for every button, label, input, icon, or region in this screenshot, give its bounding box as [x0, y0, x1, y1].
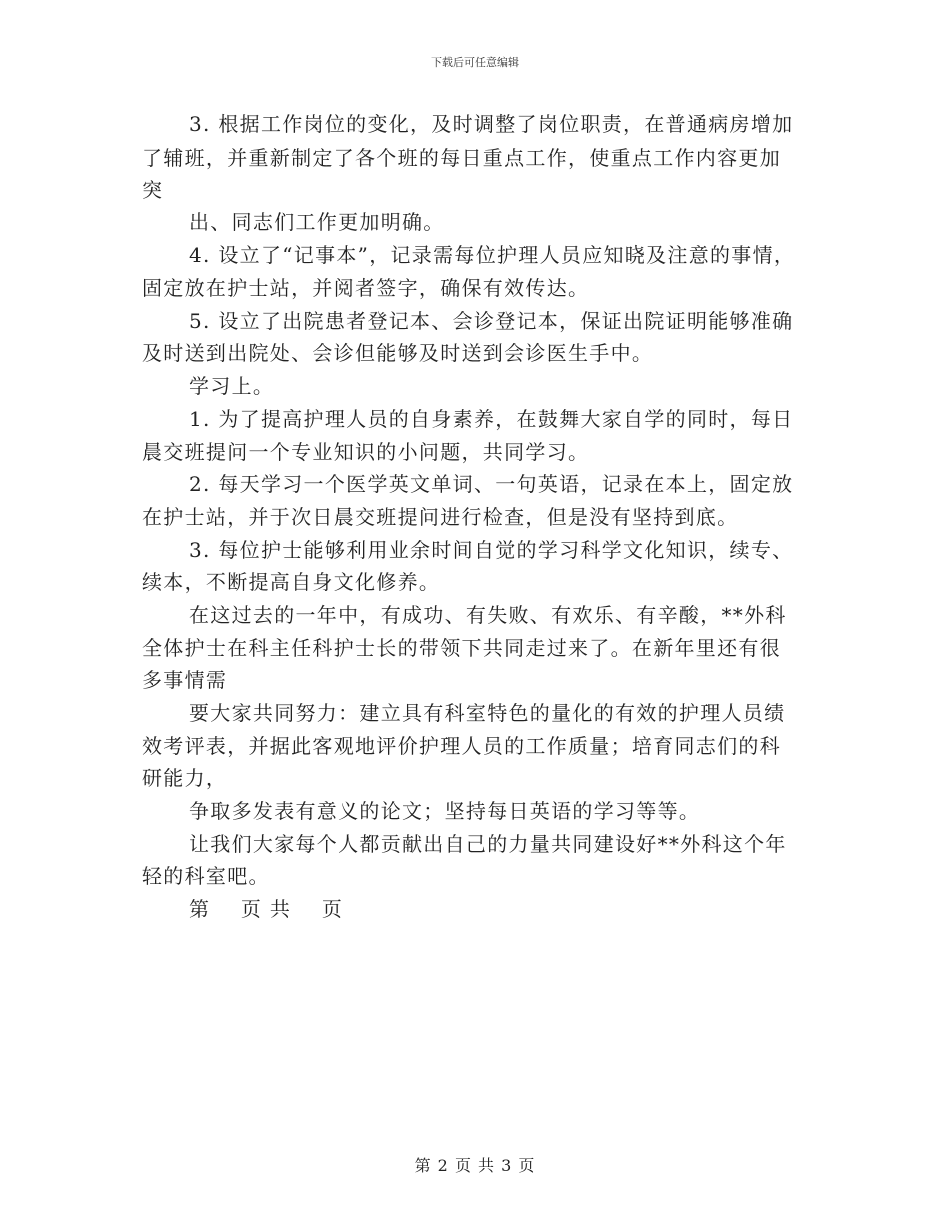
- page-number-footer: 第 2 页 共 3 页: [414, 1156, 536, 1175]
- body-line: 出、同志们工作更加明确。: [189, 210, 445, 234]
- body-line: 5. 设立了出院患者登记本、会诊登记本，保证出院证明能够准确: [189, 309, 794, 333]
- body-line: 让我们大家每个人都贡献出自己的力量共同建设好**外科这个年: [189, 832, 787, 856]
- body-line: 及时送到出院处、会诊但能够及时送到会诊医生手中。: [142, 341, 654, 365]
- body-line: 固定放在护士站，并阅者签字，确保有效传达。: [142, 276, 590, 300]
- body-line: 晨交班提问一个专业知识的小问题，共同学习。: [142, 440, 590, 464]
- body-line: 轻的科室吧。: [142, 864, 270, 888]
- body-line: 3. 每位护士能够利用业余时间自觉的学习科学文化知识，续专、: [189, 538, 794, 562]
- body-line: 1. 为了提高护理人员的自身素养，在鼓舞大家自学的同时，每日: [189, 407, 794, 431]
- body-line: 4. 设立了“记事本”，记录需每位护理人员应知晓及注意的事情，: [189, 243, 796, 267]
- body-line: 在护士站，并于次日晨交班提问进行检查，但是没有坚持到底。: [142, 505, 739, 529]
- body-line: 了辅班，并重新制定了各个班的每日重点工作，使重点工作内容更加: [142, 146, 781, 170]
- body-line: 要大家共同努力：建立具有科室特色的量化的有效的护理人员绩: [189, 701, 786, 725]
- body-line: 争取多发表有意义的论文；坚持每日英语的学习等等。: [189, 799, 701, 823]
- body-line: 突: [142, 178, 164, 202]
- body-line: 研能力，: [142, 766, 228, 790]
- body-line: 多事情需: [142, 668, 228, 692]
- body-line: 续本，不断提高自身文化修养。: [142, 570, 441, 594]
- body-line: 第 页 共 页: [189, 897, 344, 921]
- header-note: 下载后可任意编辑: [431, 56, 519, 69]
- body-line: 效考评表，并据此客观地评价护理人员的工作质量；培育同志们的科: [142, 734, 781, 758]
- body-line: 学习上。: [189, 374, 275, 398]
- body-line: 3. 根据工作岗位的变化，及时调整了岗位职责，在普通病房增加: [189, 112, 794, 136]
- body-line: 在这过去的一年中，有成功、有失败、有欢乐、有辛酸，**外科: [189, 603, 787, 627]
- body-line: 全体护士在科主任科护士长的带领下共同走过来了。在新年里还有很: [142, 636, 781, 660]
- body-line: 2. 每天学习一个医学英文单词、一句英语，记录在本上，固定放: [189, 472, 794, 496]
